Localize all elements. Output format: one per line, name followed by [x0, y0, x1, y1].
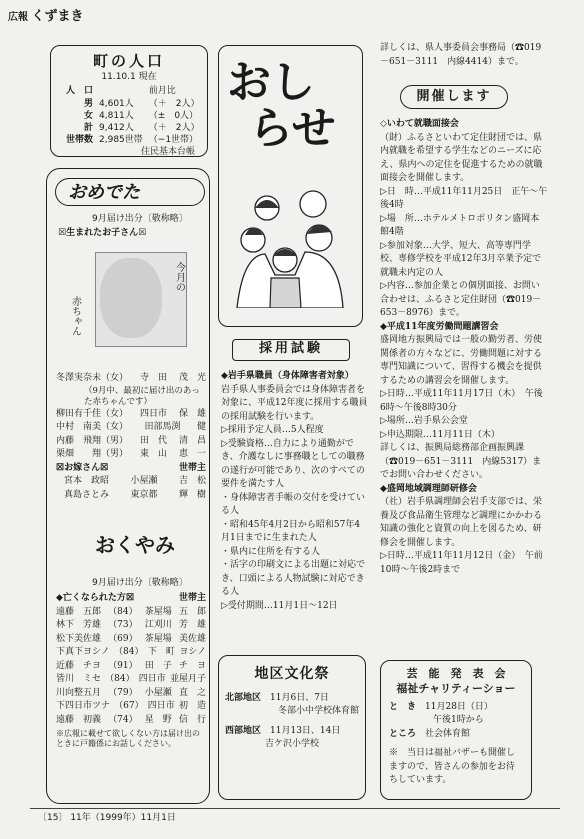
recruit-item: ・活字の印刷文による出題に対応でき、口頭による人物試験に対応できる人: [221, 560, 366, 597]
household-head: 信 行: [178, 714, 206, 725]
deceased-place: 四日市: [138, 674, 166, 684]
household-head: 美佐雄: [178, 633, 206, 644]
festival-venue: 冬部小中学校体育館: [277, 706, 359, 717]
compare-label: 前月比: [148, 86, 176, 97]
condolence-submission: 9月届け出分〔敬称略〕: [92, 578, 188, 588]
deceased-name: 林下 芳雄: [56, 620, 102, 630]
festival-date: 11月13日、14日: [270, 725, 341, 736]
birth-name: 栗畑 翔（男）: [56, 449, 129, 460]
festival-rows: [219, 692, 365, 752]
marriage-name: 真島さとみ: [64, 489, 110, 500]
household-head: 初 造: [178, 701, 206, 711]
condolence-banner: おくやみ: [95, 533, 175, 557]
show-subtitle: 福祉チャリティーショー: [396, 681, 516, 695]
event-line: ▷参加対象…大学、短大、高等専門学校、専修学校を平成12年3月卒業予定で就職未内定の人: [380, 240, 542, 278]
recruit-body: 岩手県人事委員会では身体障害者を対象に、平成12年度に採用する職員の採用試験を行います。: [221, 384, 368, 422]
show-where-row: [389, 728, 523, 742]
births-heading-text: 生まれたお子さん: [66, 228, 139, 238]
festival-area: 北部地区: [225, 692, 262, 703]
recruit-heading: ◆岩手県職員（身体障害者対象）: [221, 371, 354, 381]
event-line: ▷申込期限…11月11日（木）: [380, 429, 500, 440]
cross-box-icon: ☒: [56, 462, 65, 473]
birth-name: 中村 南美（女）: [56, 422, 129, 433]
household-head: 並屋月子: [169, 674, 206, 684]
recruit-continuation: 詳しくは、県人事委員会事務局（☎019－651－3111 内線4414）まで。: [380, 43, 542, 67]
population-row: [63, 98, 203, 110]
population-title: 町の人口: [92, 52, 165, 70]
show-details: [381, 697, 531, 788]
footer: [38, 812, 176, 824]
row-label: 女: [84, 110, 94, 121]
recruit-item: ・身体障害者手帳の交付を受けている人: [221, 492, 366, 516]
festival-area: 西部地区: [225, 725, 262, 736]
photo-label-baby: 赤ちゃん: [69, 296, 81, 336]
condolence-footnote: ※広報に載せて欲しくない方は届け出のときに戸籍係にお話しください。: [56, 729, 200, 749]
row-label: 世帯数: [66, 134, 94, 145]
household-head: 五 郎: [178, 606, 206, 617]
row-value: 2,985世帯: [99, 134, 143, 145]
diamond-icon: ◆: [56, 593, 63, 603]
population-row: [63, 134, 203, 146]
deceased-age: （74）: [108, 714, 138, 725]
event-line: ▷内容…参加企業との個別面接、お問い合わせは、ふるさと定住財団（☎019－653－8976）まで。: [380, 281, 542, 318]
birth-parent: 健: [196, 422, 206, 433]
deceased-place: 星 野: [144, 714, 172, 725]
deceased-age: （79）: [108, 687, 138, 698]
recruit-item: ▷受付期間…11月1日〜12日: [221, 600, 338, 611]
first-baby-note: （9月中、最初に届け出のあった赤ちゃんです）: [84, 385, 200, 407]
cross-box-icon: ☒: [125, 593, 135, 603]
deceased-place: 茶屋場: [144, 633, 172, 644]
deceased-name: 下四日市ツナ: [56, 701, 111, 711]
cross-box-icon: ☒: [100, 462, 109, 473]
deceased-place: 江刈川: [144, 620, 172, 630]
page-number: 〔15〕: [38, 813, 68, 823]
population-row: [63, 110, 203, 122]
marriage-partner: 輝 樹: [178, 489, 206, 500]
row-value: 4,601人: [99, 98, 134, 109]
deceased-name: 皆川 ミセ: [56, 674, 102, 684]
left-column-frame: [46, 168, 210, 804]
recruit-item: ▷採用予定人員…5人程度: [221, 425, 324, 435]
deceased-name: 遠藤 初義: [56, 714, 102, 725]
charity-show-box: [380, 660, 532, 800]
deceased-age: （73）: [108, 620, 138, 630]
condolence-heading: 亡くなられた方: [62, 593, 126, 603]
culture-festival-box: [218, 655, 366, 800]
deceased-place: 四日市: [147, 701, 175, 711]
notice-title-line1: おし: [227, 57, 315, 108]
show-when: 11月28日（日）: [425, 701, 493, 712]
birth-parent: 保 雄: [178, 408, 206, 419]
marriage-partner: 吉 松: [178, 476, 206, 487]
deceased-name: 松下美佐雄: [56, 633, 102, 644]
deceased-name: 下真下ヨシノ: [56, 647, 110, 657]
event-line: 盛岡地方振興局では一般の勤労者、労使関係者の方々などに、労働問題に対する専門知識について、習得する機会を提供するための講習会を開催します。: [380, 335, 543, 386]
row-diff: （＋ 2人）: [148, 98, 200, 109]
cross-box-icon: ☒: [58, 228, 67, 238]
marriage-place: 小屋瀬: [130, 476, 158, 487]
deceased-age: （84）: [114, 647, 144, 657]
row-value: 4,811人: [99, 110, 134, 121]
birth-name: 内藤 飛翔（男）: [56, 435, 129, 446]
events-banner: 開催します: [400, 85, 508, 109]
masthead: [8, 8, 84, 26]
photo-label-this-month: 今月の: [173, 262, 185, 292]
recruit-article: [221, 370, 369, 613]
deceased-place: 田 子: [144, 660, 172, 671]
household-head: ヨシノ: [179, 647, 206, 657]
event-line: ▷日時…平成11年11月12日（金） 午前10時〜午後2時まで: [380, 551, 543, 575]
issue-date: 11年（1999年）11月1日: [70, 813, 176, 823]
festival-date: 11月6日、7日: [270, 692, 329, 703]
population-date: 11.10.1 現在: [101, 72, 157, 83]
population-row: [63, 122, 203, 134]
recruit-item: ・県内に住所を有する人: [221, 546, 321, 557]
birth-parent: 清 昌: [178, 435, 206, 446]
population-box: [50, 45, 208, 157]
birth-place: 田部馬渕: [144, 422, 181, 433]
birth-place: 寺 田: [139, 373, 167, 383]
show-where-label: ところ: [389, 728, 417, 739]
deceased-place: 下 町: [147, 647, 175, 657]
event-heading: ◆盛岡地域調理師研修会: [380, 483, 477, 494]
event-line: ▷日 時…平成11年11月25日 正午〜午後4時: [380, 186, 548, 210]
population-source: 住民基本台帳: [140, 147, 195, 158]
event-line: （財）ふるさといわて定住財団では、県内就職を希望する学生などのニーズに応え、県内への定住を促進するための就職面接会を開催します。: [380, 132, 543, 183]
deceased-age: （91）: [108, 660, 138, 671]
recruit-item: ・昭和45年4月2日から昭和57年4月1日までに生まれた人: [221, 519, 361, 543]
show-when-time: 午後1時から: [433, 715, 484, 726]
deceased-name: 遠藤 五郎: [56, 606, 102, 617]
household-head: 直 之: [178, 687, 206, 698]
row-label: 計: [84, 122, 94, 133]
birth-parent: 茂 光: [178, 373, 206, 383]
deceased-age: （67）: [114, 701, 144, 711]
deceased-place: 茶屋場: [144, 606, 172, 617]
birth-parent: 恵 一: [178, 449, 206, 460]
birth-name: 冬澤実奈未（女）: [56, 373, 129, 383]
birth-place: 四日市: [139, 408, 167, 419]
show-title: 芸 能 発 表 会: [406, 667, 506, 680]
birth-place: 田 代: [139, 435, 167, 446]
show-where: 社会体育館: [425, 728, 471, 739]
family-illustration: [235, 190, 345, 308]
row-label: 男: [84, 98, 94, 109]
condolence-col-label: 世帯主: [178, 593, 206, 603]
deceased-name: 川向整五月: [56, 687, 102, 698]
row-diff: （± 0人）: [148, 110, 199, 121]
deceased-age: （84）: [108, 606, 138, 617]
festival-row: [225, 692, 359, 706]
event-line: ▷場所…岩手県公会堂: [380, 416, 468, 426]
marriage-heading: お嫁さん: [64, 462, 101, 473]
event-heading: ◆平成11年度労働問題講習会: [380, 321, 499, 332]
celebration-submission: 9月届け出分〔敬称略〕: [92, 214, 188, 224]
people-label: 人 口: [66, 86, 94, 97]
household-head: 芳 雄: [178, 620, 206, 630]
show-when-label: と き: [389, 701, 417, 712]
deceased-age: （84）: [105, 674, 135, 684]
marriage-name: 宮本 政昭: [64, 476, 110, 487]
masthead-logo: くずまき: [31, 9, 84, 24]
recruit-banner: 採用試験: [232, 339, 350, 361]
celebration-title: おめでた: [68, 182, 140, 203]
festival-venue: 吉ケ沢小学校: [264, 739, 319, 750]
deceased-age: （69）: [108, 633, 138, 644]
events-column: [380, 118, 548, 577]
masthead-prefix: 広報: [8, 12, 28, 23]
show-when-row: [389, 701, 523, 715]
deceased-name: 近藤 チヨ: [56, 660, 102, 671]
deceased-place: 小屋瀬: [144, 687, 172, 698]
birth-name: 柳田有千佳（女）: [56, 408, 129, 419]
festival-title: 地区文化祭: [254, 666, 330, 682]
event-line: （社）岩手県調理師会岩手支部では、栄養及び食品衛生管理など調理にかかわる知識の強化と資質の向上を図るため、研修会を開催します。: [380, 497, 543, 548]
row-diff: （−1世帯）: [148, 134, 199, 145]
birth-place: 東 山: [139, 449, 167, 460]
event-line: ▷日時…平成11年11月17日（木） 午後6時〜午後8時30分: [380, 389, 543, 413]
cross-box-icon: ☒: [138, 228, 147, 238]
row-diff: （＋ 2人）: [148, 122, 200, 133]
event-heading: ◇いわて就職面接会: [380, 119, 459, 129]
household-head: チ ヨ: [178, 660, 206, 671]
row-value: 9,412人: [99, 122, 134, 133]
festival-row: [225, 725, 359, 739]
marriage-place: 東京都: [130, 489, 158, 500]
event-line: 詳しくは、振興局総務部企画振興課（☎019－651－3111 内線5317）までお問い合わせください。: [380, 443, 542, 480]
event-line: ▷場 所…ホテルメトロポリタン盛岡本館4階: [380, 213, 540, 237]
show-note: ※ 当日は福祉バザーも開催しますので、皆さんの参加をお待ちしています。: [389, 748, 516, 786]
footer-rule: [30, 808, 560, 809]
population-table: [63, 85, 203, 146]
notice-title-line2: らせ: [249, 103, 336, 155]
recruit-item: ▷受験資格…自力により通勤ができ、介護なしに事務職としての職務の遂行が可能であり、次のすべての要件を満たす人: [221, 438, 365, 489]
population-header-row: [63, 85, 203, 97]
marriage-col-label: 世帯主: [178, 462, 206, 473]
